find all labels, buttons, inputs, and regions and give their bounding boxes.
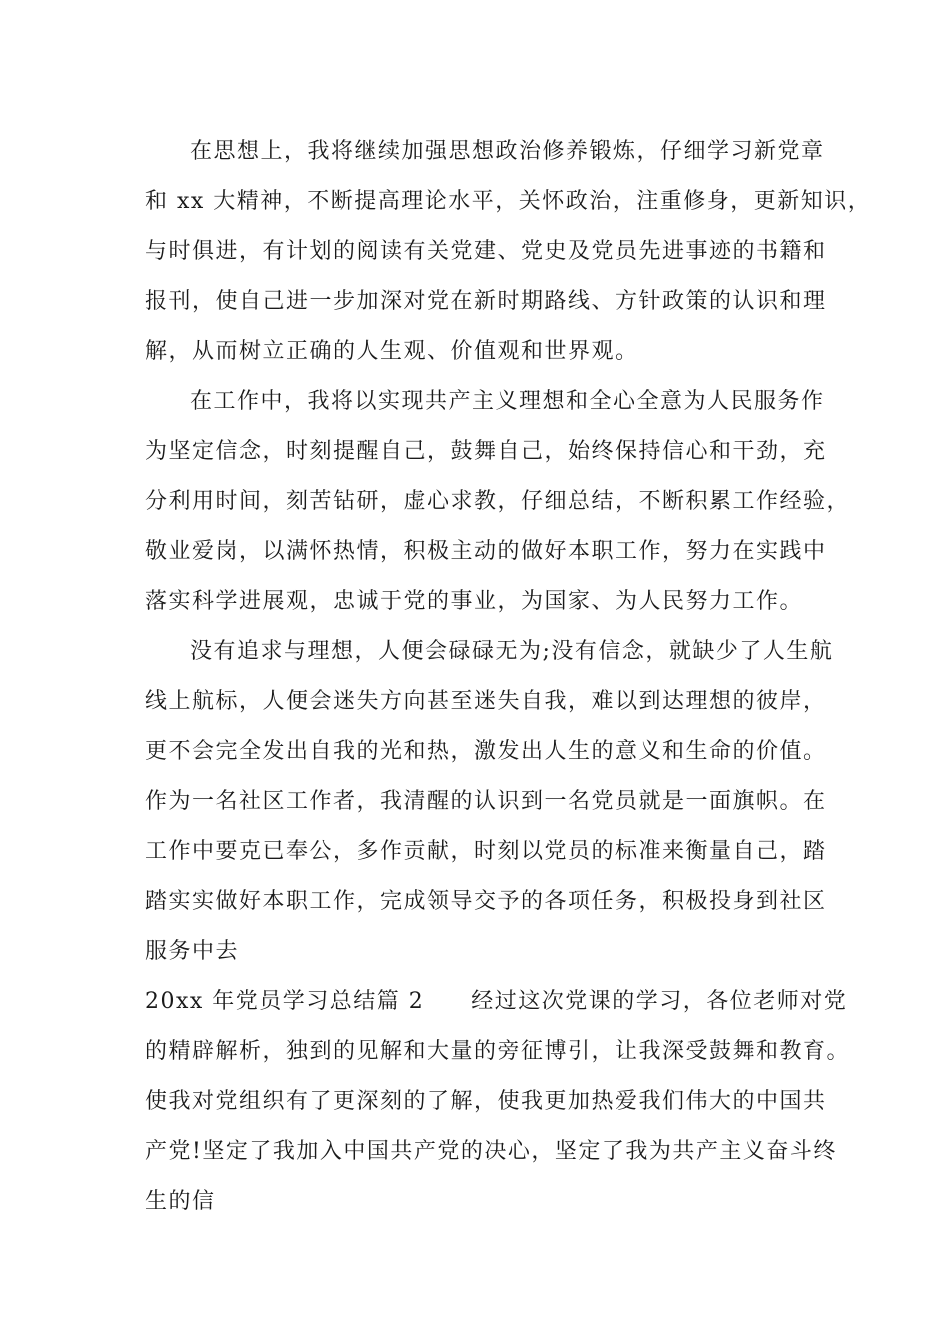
text-line-19: 的精辟解析，独到的见解和大量的旁征博引，让我深受鼓舞和教育。	[145, 1039, 851, 1064]
text-line-16: 踏实实做好本职工作，完成领导交予的各项任务，积极投身到社区	[145, 889, 827, 914]
text-line-17: 服务中去	[145, 939, 240, 964]
text-line-6: 在工作中，我将以实现共产主义理想和全心全意为人民服务作	[190, 389, 825, 414]
text-line-18: 20xx 年党员学习总结篇 2 经过这次党课的学习，各位老师对党	[145, 989, 848, 1014]
text-line-1: 在思想上，我将继续加强思想政治修养锻炼，仔细学习新党章	[190, 139, 825, 164]
text-line-3: 与时俱进，有计划的阅读有关党建、党史及党员先进事迹的书籍和	[145, 239, 827, 264]
text-line-7: 为坚定信念，时刻提醒自己，鼓舞自己，始终保持信心和干劲，充	[145, 439, 827, 464]
text-line-4: 报刊，使自己进一步加深对党在新时期路线、方针政策的认识和理	[145, 289, 827, 314]
text-line-14: 作为一名社区工作者，我清醒的认识到一名党员就是一面旗帜。在	[145, 789, 827, 814]
text-line-20: 使我对党组织有了更深刻的了解，使我更加热爱我们伟大的中国共	[145, 1089, 827, 1114]
text-line-2: 和 xx 大精神，不断提高理论水平，关怀政治，注重修身，更新知识，	[145, 189, 872, 214]
text-line-5: 解，从而树立正确的人生观、价值观和世界观。	[145, 339, 639, 364]
text-line-22: 生的信	[145, 1189, 216, 1214]
text-line-10: 落实科学进展观，忠诚于党的事业，为国家、为人民努力工作。	[145, 589, 804, 614]
text-line-13: 更不会完全发出自我的光和热，激发出人生的意义和生命的价值。	[145, 739, 827, 764]
text-line-21: 产党!坚定了我加入中国共产党的决心，坚定了我为共产主义奋斗终	[145, 1139, 837, 1164]
text-line-9: 敬业爱岗，以满怀热情，积极主动的做好本职工作，努力在实践中	[145, 539, 827, 564]
text-line-8: 分利用时间，刻苦钻研，虚心求教，仔细总结，不断积累工作经验，	[145, 489, 851, 514]
text-line-12: 线上航标，人便会迷失方向甚至迷失自我，难以到达理想的彼岸，	[145, 689, 827, 714]
text-line-15: 工作中要克已奉公，多作贡献，时刻以党员的标准来衡量自己，踏	[145, 839, 827, 864]
text-line-11: 没有追求与理想，人便会碌碌无为;没有信念，就缺少了人生航	[190, 639, 834, 664]
